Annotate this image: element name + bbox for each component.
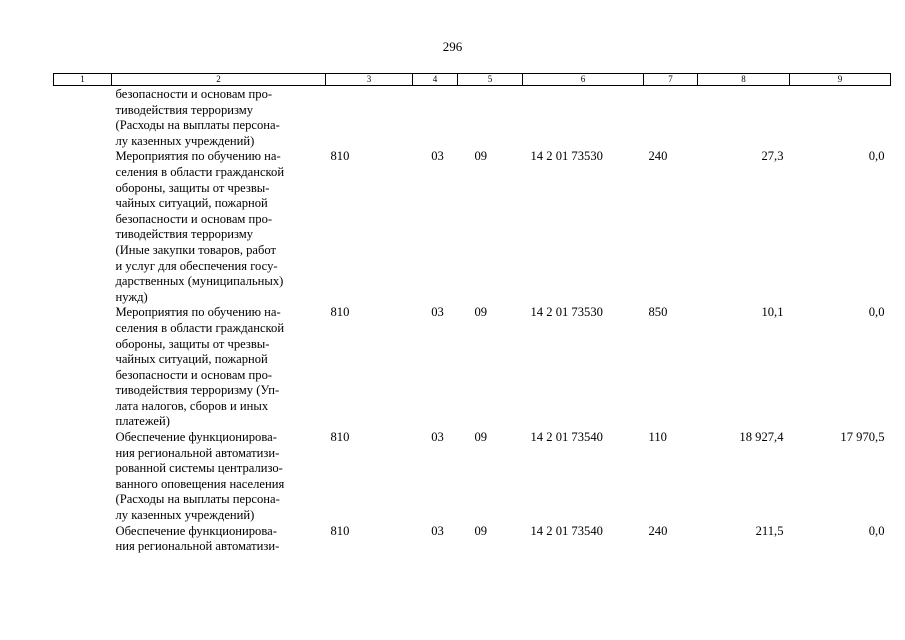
expense-name: Обеспечение функционирова- ния региональной автоматизи- рованной системы централизо- ванного оповещения населения (Расходы на выплаты персона- лу казенных учреждений) [115,430,285,523]
expense-type-code: 850 [648,305,668,320]
table-row [54,305,891,430]
target-article-code: 14 2 01 73540 [530,430,603,445]
expense-type-code: 110 [648,430,667,445]
expense-name: безопасности и основам про- тиводействия терроризму (Расходы на выплаты персона- лу казенных учреждений) [115,87,280,148]
row-number-cell [54,86,112,150]
subsection-code: 09 [474,430,488,445]
section-code: 03 [431,149,444,164]
subsection-code: 09 [474,523,488,538]
amount-col-8: 10,1 [761,305,784,320]
expense-name: Мероприятия по обучению на- селения в области гражданской обороны, защиты от чрезвы- чайных ситуаций, пожарной безопасности и основам про- тиводействия терроризму (Иные закупки товаров, работ и услуг для обеспечения госу- дарственных (муниципальных) нужд) [115,149,285,304]
expense-name: Обеспечение функционирова- ния региональной автоматизи- [115,523,280,554]
header-col-6: 6 [523,74,644,86]
section-code: 03 [431,523,444,538]
section-code [413,86,458,150]
row-number-cell [54,524,112,555]
table-row [54,86,891,150]
amount-col-8: 211,5 [755,523,784,538]
table-row [54,524,891,555]
amount-col-9: 17 970,5 [840,430,885,445]
ministry-code [326,86,413,150]
amount-col-9 [790,86,891,150]
ministry-code: 810 [330,305,350,320]
expense-type-code: 240 [648,523,668,538]
section-code: 03 [431,305,444,320]
amount-col-9: 0,0 [868,305,885,320]
target-article-code: 14 2 01 73530 [530,305,603,320]
table-row [54,149,891,305]
subsection-code: 09 [474,149,488,164]
table-row [54,430,891,524]
row-number-cell [54,305,112,430]
row-number-cell [54,430,112,524]
header-col-3: 3 [326,74,413,86]
table-header [54,74,891,86]
header-col-2: 2 [112,74,326,86]
table-body [54,86,891,555]
header-col-5: 5 [458,74,523,86]
budget-table [53,73,891,555]
header-col-9: 9 [790,74,891,86]
amount-col-9: 0,0 [868,149,885,164]
section-code: 03 [431,430,444,445]
subsection-code: 09 [474,305,488,320]
expense-type-code: 240 [648,149,668,164]
amount-col-8: 27,3 [761,149,784,164]
amount-col-8 [698,86,790,150]
page-number: 296 [442,39,463,54]
amount-col-8: 18 927,4 [739,430,784,445]
row-number-cell [54,149,112,305]
ministry-code: 810 [330,523,350,538]
header-col-1: 1 [54,74,112,86]
header-col-4: 4 [413,74,458,86]
ministry-code: 810 [330,430,350,445]
subsection-code [458,86,523,150]
header-col-8: 8 [698,74,790,86]
target-article-code: 14 2 01 73530 [530,149,603,164]
amount-col-9: 0,0 [868,523,885,538]
target-article-code [523,86,644,150]
expense-name: Мероприятия по обучению на- селения в области гражданской обороны, защиты от чрезвы- чайных ситуаций, пожарной безопасности и основам про- тиводействия терроризму (Уп- лата налогов, сборов и иных платежей) [115,305,285,429]
target-article-code: 14 2 01 73540 [530,523,603,538]
expense-type-code [644,86,698,150]
ministry-code: 810 [330,149,350,164]
header-row [54,74,891,86]
header-col-7: 7 [644,74,698,86]
